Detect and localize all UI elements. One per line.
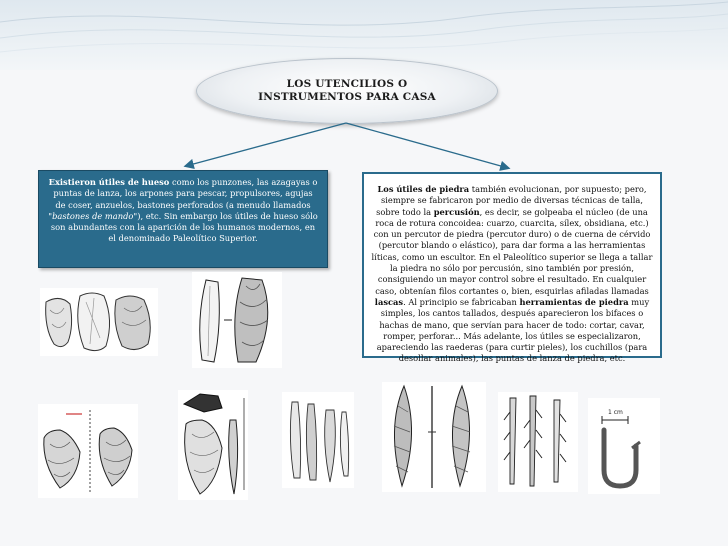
stone-tools-text-2: , es decir, se golpeaba el núcleo (de una roca de rotura concoidea: cuarzo, cuarcita, sílex, obsidiana, etc.) con un percutor de piedra (percutor duro) o de cuerna de cérvido (percutor blando o elástico), para dar forma a las herramientas líticas, como un escultor. En el Paleolítico superior se llega a tallar la piedra no sólo por percusión, sino también por presión, consiguiendo un mayor control sobre el resultado. En cualquier caso, obtenían filos cortantes o, bien, esquirlas afiladas llamadas: [371, 206, 653, 296]
stone-tools-box: [362, 172, 662, 364]
bone-tools-lead: Existieron útiles de hueso: [48, 177, 170, 187]
blade-illustration-image: [192, 272, 282, 368]
bone-tools-box: [38, 170, 328, 268]
harpoon-illustration-image: [498, 392, 578, 492]
stone-tools-lead: Los útiles de piedra: [377, 184, 470, 194]
biface-illustration-image: [178, 390, 248, 500]
stone-tools-text-4: muy simples, los cantos tallados, después aparecieron los bifaces o hachas de mano, que servían para hacer de todo: cortar, cavar, romper, perforar... Más adelante, los útiles se especializaron, apareciendo las raederas (para curtir pieles), los cuchillos (para desollar animales), las puntas de lanza de piedra, etc.: [376, 296, 650, 364]
stone-tools-text-1: también evolucionan, por supuesto; pero, siempre se fabricaron por medio de diversas técnicas de talla, sobre todo la: [376, 184, 647, 217]
handaxe-illustration-image: [38, 404, 138, 498]
arrow-right: [346, 123, 508, 168]
leaf-point-illustration-image: [382, 382, 486, 492]
stone-tools-bold-herramientas: herramientas de piedra: [519, 296, 629, 307]
bone-tools-italic: bastones de mando: [52, 210, 134, 221]
stone-tools-bold-lascas: lascas: [374, 296, 404, 307]
bone-tools-text-2: "), etc. Sin embargo los útiles de hueso sólo son abundantes con la aparición de los humanos modernos, en el denominado Paleolítico Superior.: [50, 210, 318, 244]
bone-tools-text-1: como los punzones, las azagayas o puntas de lanza, los arpones para pescar, propulsores, agujas de coser, anzuelos, bastones perforados (a menudo llamados ": [48, 177, 318, 221]
bone-points-illustration-image: [282, 392, 354, 488]
title-line-1: LOS UTENCILIOS O: [286, 78, 408, 90]
stone-tools-bold-percusion: percusión: [433, 206, 480, 217]
title-line-2: INSTRUMENTOS PARA CASA: [258, 91, 436, 103]
arrow-left: [186, 123, 346, 166]
scale-label: 1 cm: [608, 409, 623, 416]
stone-tools-text-3: . Al principio se fabricaban: [403, 296, 520, 307]
fishhook-illustration-image: [588, 398, 660, 494]
scraper-illustration-image: [40, 288, 158, 356]
